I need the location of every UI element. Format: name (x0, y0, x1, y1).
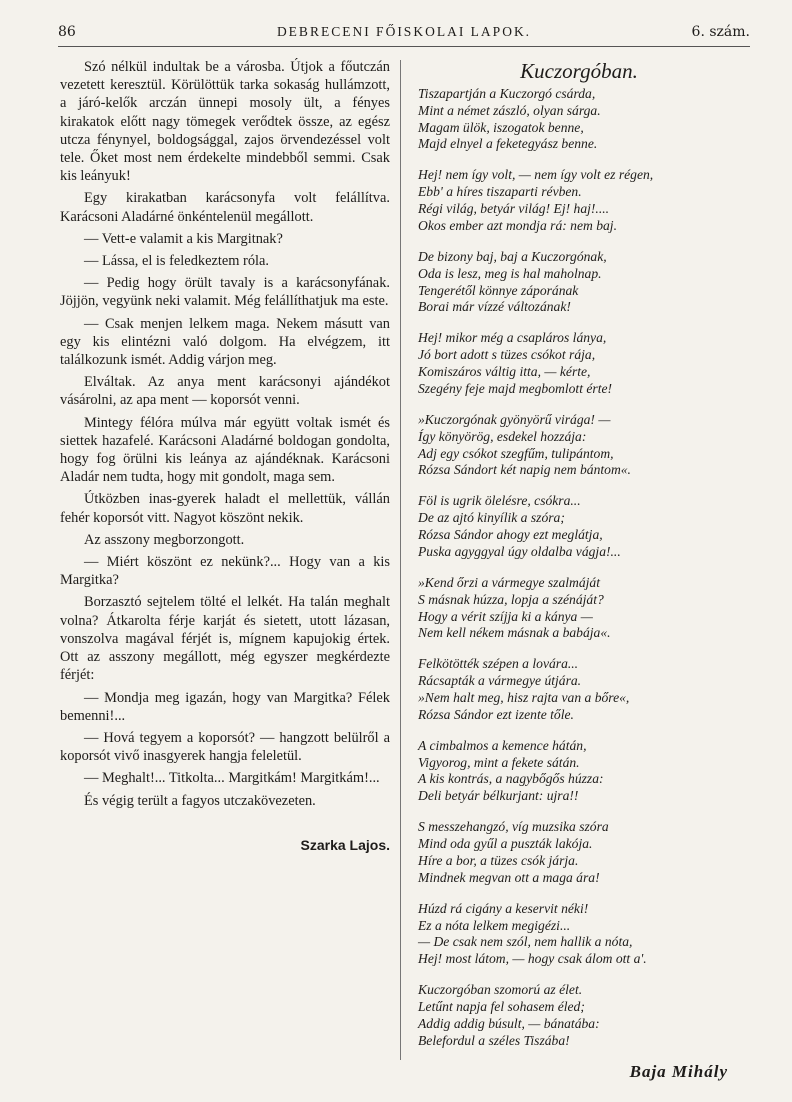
poem-line: — De csak nem szól, nem hallik a nóta, (418, 934, 633, 950)
page-number: 86 (58, 24, 76, 40)
poem-line: Felkötötték szépen a lovára... (418, 656, 579, 672)
poem-stanza (418, 656, 740, 723)
poem-line: De bizony baj, baj a Kuczorgónak, (418, 248, 607, 264)
poem-line: Borai már vízzé változának! (418, 299, 571, 315)
story-signature: Szarka Lajos. (300, 836, 390, 853)
story-paragraph: Az asszony megborzongott. (84, 531, 245, 548)
poem-line: Rózsa Sándort két napig nem bántom«. (418, 462, 631, 478)
poem-author: Baja Mihály (629, 1061, 728, 1081)
story-paragraph: — Vett-e valamit a kis Margitnak? (84, 230, 283, 247)
poem-line: Kuczorgóban szomorú az élet. (418, 982, 583, 998)
story-column (60, 58, 390, 858)
poem-line: Vigyorog, mint a fekete sátán. (418, 754, 580, 770)
story-paragraph: — Mondja meg igazán, hogy van Margitka? Félek bemenni!... (60, 689, 390, 724)
poem-line: Deli betyár bélkurjant: ujra!! (418, 788, 579, 804)
issue-number: 6. szám. (691, 24, 750, 40)
poem-line: Puska agyggyal úgy oldalba vágja!... (418, 543, 621, 559)
poem-line: Ebb' a híres tiszaparti révben. (418, 184, 582, 200)
poem-line: De az ajtó kinyílik a szóra; (418, 510, 565, 526)
poem-line: Mint a német zászló, olyan sárga. (418, 102, 601, 118)
poem-line: S messzehangzó, víg muzsika szóra (418, 819, 609, 835)
story-paragraph: Útközben inas-gyerek haladt el mellettük, vállán fehér koporsót vitt. Nagyot köszönt nekik. (60, 491, 390, 526)
poem-stanza (418, 982, 740, 1049)
poem-line: »Kuczorgónak gyönyörű virága! — (418, 411, 611, 427)
poem-line: Komiszáros váltig itta, — kérte, (418, 364, 591, 380)
poem-line: Régi világ, betyár világ! Ej! haj!.... (418, 201, 610, 217)
poem-line: Hej! nem így volt, — nem így volt ez régen, (418, 167, 654, 183)
poem-line: »Nem halt meg, hisz rajta van a bőre«, (418, 689, 630, 705)
poem-line: Letűnt napja fel sohasem éled; (418, 999, 585, 1015)
poem-line: Belefordul a széles Tiszába! (418, 1032, 570, 1048)
poem-title: Kuczorgóban. (520, 59, 638, 83)
poem-stanzas (418, 86, 740, 1050)
poem-line: Föl is ugrik ölelésre, csókra... (418, 493, 581, 509)
column-divider (400, 60, 401, 1060)
poem-stanza (418, 901, 740, 968)
poem-stanza (418, 575, 740, 642)
poem-stanza (418, 819, 740, 886)
poem-line: Tengerétől könnye záporának (418, 282, 579, 298)
story-paragraph: — Meghalt!... Titkolta... Margitkám! Margitkám!... (84, 770, 380, 787)
poem-column (418, 60, 740, 1081)
poem-line: Szegény feje majd megbomlott érte! (418, 380, 613, 396)
poem-line: A cimbalmos a kemence hátán, (418, 737, 587, 753)
story-paragraph: Borzasztó sejtelem tölté el lelkét. Ha talán meghalt volna? Átkarolta férje karját és sietett, utott lázasan, vonszolva magával férjét is, mígnem kapujokig értek. Ott az asszony megállott, még egyszer megkérdezte férjét: (60, 594, 390, 684)
story-paragraph: Elváltak. Az anya ment karácsonyi ajándékot vásárolni, az apa ment — koporsót venni. (60, 374, 390, 409)
poem-line: Húzd rá cigány a keservit néki! (418, 900, 589, 916)
poem-line: Hej! mikor még a csapláros lánya, (418, 330, 607, 346)
poem-stanza (418, 167, 740, 234)
poem-line: Híre a bor, a tüzes csók járja. (418, 852, 579, 868)
poem-line: Mindnek megvan ott a maga ára! (418, 869, 600, 885)
journal-title: DEBRECENI FŐISKOLAI LAPOK. (276, 24, 532, 39)
poem-line: Adj egy csókot szegfűm, tulipántom, (418, 445, 614, 461)
story-paragraph: — Csak menjen lelkem maga. Nekem másutt van egy kis elintézni való dolgom. Ha elvégzem, itt találkozunk ismét. Addig várjon meg. (60, 315, 390, 369)
page-header (58, 22, 750, 47)
poem-line: Majd elnyel a feketegyász benne. (418, 136, 598, 152)
poem-line: »Kend őrzi a vármegye szalmáját (418, 574, 600, 590)
poem-line: Nem kell nékem másnak a babája«. (418, 625, 611, 641)
poem-line: Mind oda gyűl a puszták lakója. (418, 836, 593, 852)
poem-stanza (418, 330, 740, 397)
story-paragraph: Szó nélkül indultak be a városba. Útjok a főutczán vezetett keresztül. Körülöttük tarka sokaság hullámzott, a járó-kelők arczán ünnepi mosoly ült, a fényes kirakatok előtt nagy tömegek verődtek össze, az egész utcza fénynyel, boldogsággal, zajos örvendezéssel volt tele. Őket most nem érdekelte mindebből semmi. Csak kis leányuk! (60, 59, 390, 185)
poem-line: Magam ülök, iszogatok benne, (418, 119, 584, 135)
poem-stanza (418, 412, 740, 479)
story-paragraph: — Hová tegyem a koporsót? — hangzott belülről a koporsót vivő inasgyerek hangja feleletül. (60, 729, 390, 765)
poem-line: S másnak húzza, lopja a szénáját? (418, 591, 604, 607)
story-paragraph: És végig terült a fagyos utczakövezeten. (84, 792, 316, 809)
story-paragraph: — Miért köszönt ez nekünk?... Hogy van a kis Margitka? (60, 554, 390, 589)
poem-line: Rózsa Sándor ahogy ezt meglátja, (418, 527, 603, 543)
story-paragraph: — Lássa, el is feledkeztem róla. (84, 253, 270, 270)
poem-line: Oda is lesz, meg is hal maholnap. (418, 265, 602, 281)
poem-line: Hej! most látom, — hogy csak álom ott a'. (418, 951, 647, 967)
poem-line: Tiszapartján a Kuczorgó csárda, (418, 86, 596, 101)
story-paragraph: Egy kirakatban karácsonyfa volt felállítva. Karácsoni Aladárné önkéntelenül megállott. (60, 190, 390, 225)
poem-stanza (418, 493, 740, 560)
poem-line: A kis kontrás, a nagybőgős húzza: (418, 771, 604, 787)
poem-line: Rózsa Sándor ezt izente tőle. (418, 706, 574, 722)
story-paragraph: Mintegy félóra múlva már együtt voltak ismét és siettek hazafelé. Karácsoni Aladárné boldogan gondolta, hogy fog örülni kis leánya az ajándéknak. Karácsoni Aladár nem tudta, hogy mit gondolt, maga sem. (60, 414, 390, 486)
poem-line: Így könyörög, esdekel hozzája: (418, 428, 587, 444)
poem-stanza (418, 738, 740, 805)
poem-line: Ez a nóta lelkem megigézi... (418, 917, 571, 933)
poem-line: Jó bort adott s tüzes csókot rája, (418, 347, 596, 363)
poem-line: Addig addig búsult, — bánatába: (418, 1015, 600, 1031)
poem-stanza (418, 249, 740, 316)
poem-line: Hogy a vérit szíjja ki a kánya — (418, 608, 593, 624)
story-paragraph: — Pedig hogy örült tavaly is a karácsonyfának. Jöjjön, vegyünk neki valamit. Még felállíthatjuk ma este. (60, 275, 390, 310)
poem-line: Rácsapták a vármegye útjára. (418, 673, 582, 689)
poem-stanza (418, 86, 740, 153)
poem-line: Okos ember azt mondja rá: nem baj. (418, 217, 617, 233)
